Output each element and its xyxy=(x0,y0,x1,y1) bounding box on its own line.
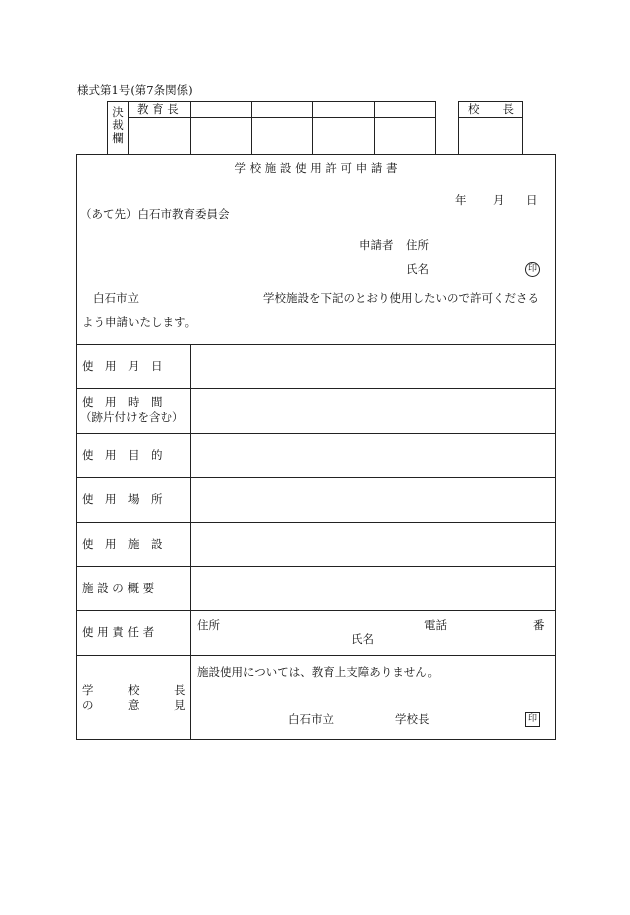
responsible-name-label: 氏名 xyxy=(351,632,374,646)
applicant-label: 申請者 xyxy=(359,238,394,252)
opinion-text: 施設使用については、教育上支障ありません。 xyxy=(197,665,439,679)
date-year: 年 xyxy=(455,193,467,207)
opinion-principal-label: 学校長 xyxy=(395,712,430,726)
row-label-time-note: （跡片付けを含む） xyxy=(80,410,184,424)
form-code: 様式第1号(第7条関係) xyxy=(77,83,193,97)
row-label-place: 使 用 場 所 xyxy=(82,492,163,506)
applicant-address-label: 住所 xyxy=(406,238,429,252)
city-school-label: 白石市立 xyxy=(93,291,139,305)
applicant-seal-icon: 印 xyxy=(525,262,540,277)
row-label-time: 使 用 時 間 xyxy=(82,395,163,409)
row-label-facility: 使 用 施 設 xyxy=(82,537,163,551)
form-title: 学 校 施 設 使 用 許 可 申 請 書 xyxy=(234,161,398,175)
principal-label: 校 長 xyxy=(468,102,514,116)
principal-seal-icon: 印 xyxy=(525,712,540,727)
row-label-purpose: 使 用 目 的 xyxy=(82,448,163,462)
applicant-name-label: 氏名 xyxy=(406,262,429,276)
request-text-line-1: 学校施設を下記のとおり使用したいので許可くださる xyxy=(263,291,539,305)
row-label-opinion-1: 学 校 長 xyxy=(82,683,186,697)
responsible-phone-label: 電話 xyxy=(424,618,447,632)
date-month: 月 xyxy=(493,193,505,207)
row-label-opinion-2: の 意 見 xyxy=(82,698,186,712)
addressee: （あて先）白石市教育委員会 xyxy=(80,207,230,221)
request-text-line-2: よう申請いたします。 xyxy=(82,315,197,329)
row-label-date: 使 用 月 日 xyxy=(82,359,163,373)
opinion-city-label: 白石市立 xyxy=(288,712,334,726)
responsible-number-label: 番 xyxy=(533,618,545,632)
education-chief-label: 教 育 長 xyxy=(137,102,179,116)
row-label-overview: 施 設 の 概 要 xyxy=(82,581,155,595)
responsible-address-label: 住所 xyxy=(197,618,220,632)
date-day: 日 xyxy=(526,193,538,207)
row-label-responsible: 使 用 責 任 者 xyxy=(82,625,155,639)
approval-column-label: 決裁欄 xyxy=(112,105,124,145)
